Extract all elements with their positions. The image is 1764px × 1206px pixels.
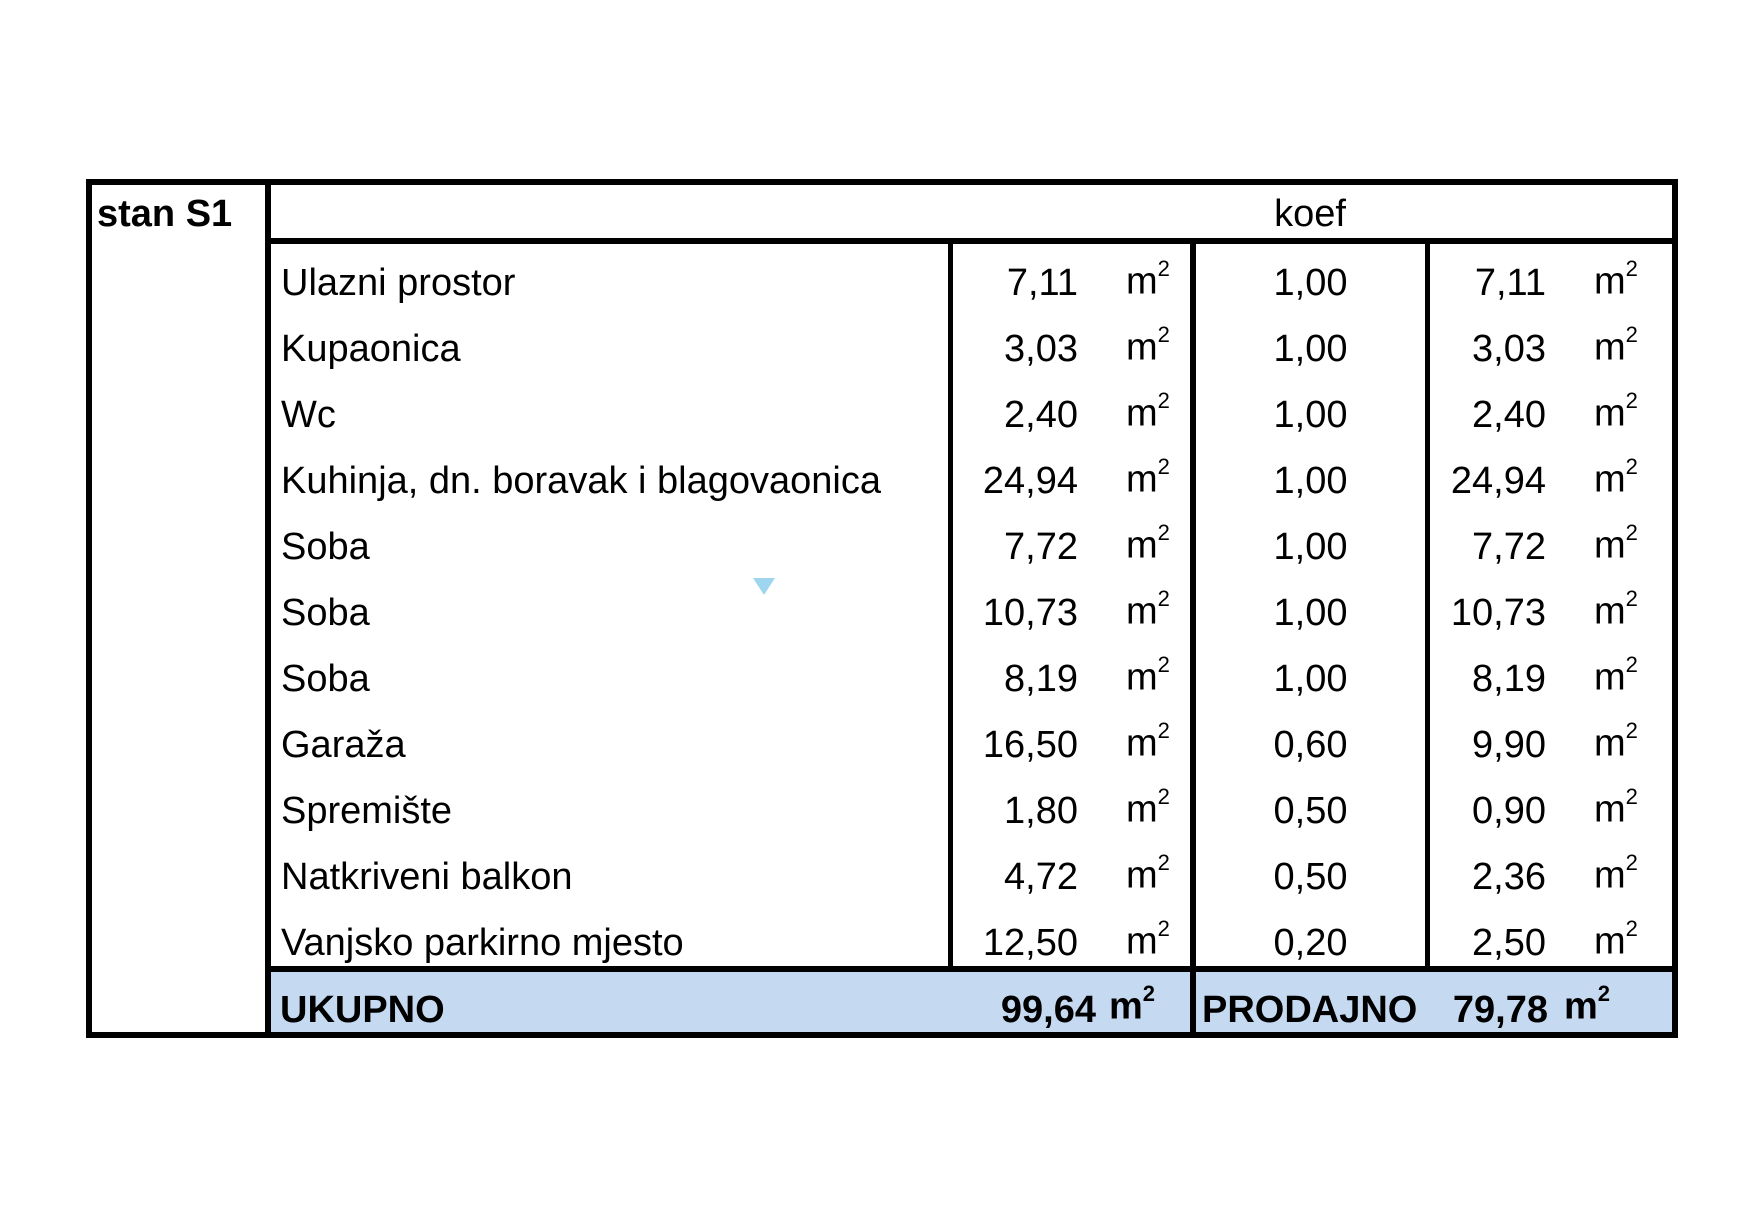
room-koef: 1,00 (1273, 658, 1348, 700)
room-result: 8,19 (1472, 658, 1546, 700)
room-area: 2,40 (1004, 394, 1078, 436)
result-unit: $m^2$ (1594, 652, 1638, 699)
area-unit: $m^2$ (1126, 586, 1170, 633)
table-border-bottom (86, 1032, 1678, 1038)
area-unit: $m^2$ (1126, 322, 1170, 369)
room-name: Kupaonica (281, 328, 461, 370)
room-koef: 1,00 (1273, 328, 1348, 370)
room-name: Vanjsko parkirno mjesto (281, 922, 684, 964)
result-unit: $m^2$ (1594, 322, 1638, 369)
total-divider (265, 966, 1678, 972)
room-koef: 0,50 (1273, 856, 1348, 898)
result-unit: $m^2$ (1594, 850, 1638, 897)
room-name: Soba (281, 526, 370, 568)
room-name: Natkriveni balkon (281, 856, 573, 898)
area-column-divider (948, 238, 953, 966)
room-koef: 0,20 (1273, 922, 1348, 964)
result-unit: $m^2$ (1594, 388, 1638, 435)
room-name: Spremište (281, 790, 453, 832)
result-unit: $m^2$ (1594, 256, 1638, 303)
title-column-divider (265, 179, 271, 1038)
room-result: 2,50 (1472, 922, 1546, 964)
total-label: UKUPNO (280, 989, 445, 1031)
cell-marker-icon (753, 578, 775, 595)
room-area: 10,73 (982, 592, 1078, 634)
room-result: 10,73 (1450, 592, 1546, 634)
room-koef: 0,50 (1273, 790, 1348, 832)
room-area: 3,03 (1004, 328, 1078, 370)
koef-header: koef (1274, 193, 1346, 235)
area-unit: $m^2$ (1126, 454, 1170, 501)
room-area: 1,80 (1004, 790, 1078, 832)
room-koef: 1,00 (1273, 394, 1348, 436)
room-name: Wc (281, 394, 336, 436)
area-unit: $m^2$ (1126, 520, 1170, 567)
sale-unit: $m^2$ (1564, 981, 1611, 1028)
table-title: stan S1 (97, 193, 233, 235)
sale-label: PRODAJNO (1202, 989, 1418, 1031)
room-name: Soba (281, 592, 370, 634)
room-name: Ulazni prostor (281, 262, 516, 304)
room-name: Kuhinja, dn. boravak i blagovaonica (281, 460, 881, 502)
room-result: 0,90 (1472, 790, 1546, 832)
room-area: 24,94 (982, 460, 1078, 502)
room-area: 8,19 (1004, 658, 1078, 700)
room-result: 7,72 (1472, 526, 1546, 568)
table-border-right (1672, 179, 1678, 1038)
room-result: 2,40 (1472, 394, 1546, 436)
area-unit: $m^2$ (1126, 850, 1170, 897)
room-koef: 0,60 (1273, 724, 1348, 766)
result-unit: $m^2$ (1594, 718, 1638, 765)
result-unit: $m^2$ (1594, 586, 1638, 633)
room-area: 4,72 (1004, 856, 1078, 898)
room-koef: 1,00 (1273, 460, 1348, 502)
room-area: 7,72 (1004, 526, 1078, 568)
room-area: 7,11 (1006, 262, 1078, 304)
result-unit: $m^2$ (1594, 916, 1638, 963)
area-unit: $m^2$ (1126, 784, 1170, 831)
room-result: 3,03 (1472, 328, 1546, 370)
room-result: 2,36 (1472, 856, 1546, 898)
table-border-top (86, 179, 1678, 185)
room-name: Soba (281, 658, 370, 700)
total-value: 99,64 (1000, 989, 1096, 1031)
room-name: Garaža (281, 724, 406, 766)
total-unit: $m^2$ (1109, 981, 1156, 1028)
area-unit: $m^2$ (1126, 652, 1170, 699)
result-unit: $m^2$ (1594, 520, 1638, 567)
area-unit: $m^2$ (1126, 256, 1170, 303)
room-result: 9,90 (1472, 724, 1546, 766)
result-unit: $m^2$ (1594, 784, 1638, 831)
room-result: 24,94 (1450, 460, 1546, 502)
sale-value: 79,78 (1452, 989, 1548, 1031)
header-divider (265, 238, 1678, 244)
room-area: 16,50 (982, 724, 1078, 766)
area-unit: $m^2$ (1126, 388, 1170, 435)
room-koef: 1,00 (1273, 262, 1348, 304)
room-koef: 1,00 (1273, 592, 1348, 634)
room-result: 7,11 (1474, 262, 1546, 304)
result-unit: $m^2$ (1594, 454, 1638, 501)
table-border-left (86, 179, 92, 1038)
room-koef: 1,00 (1273, 526, 1348, 568)
area-unit: $m^2$ (1126, 916, 1170, 963)
area-unit: $m^2$ (1126, 718, 1170, 765)
room-area: 12,50 (982, 922, 1078, 964)
